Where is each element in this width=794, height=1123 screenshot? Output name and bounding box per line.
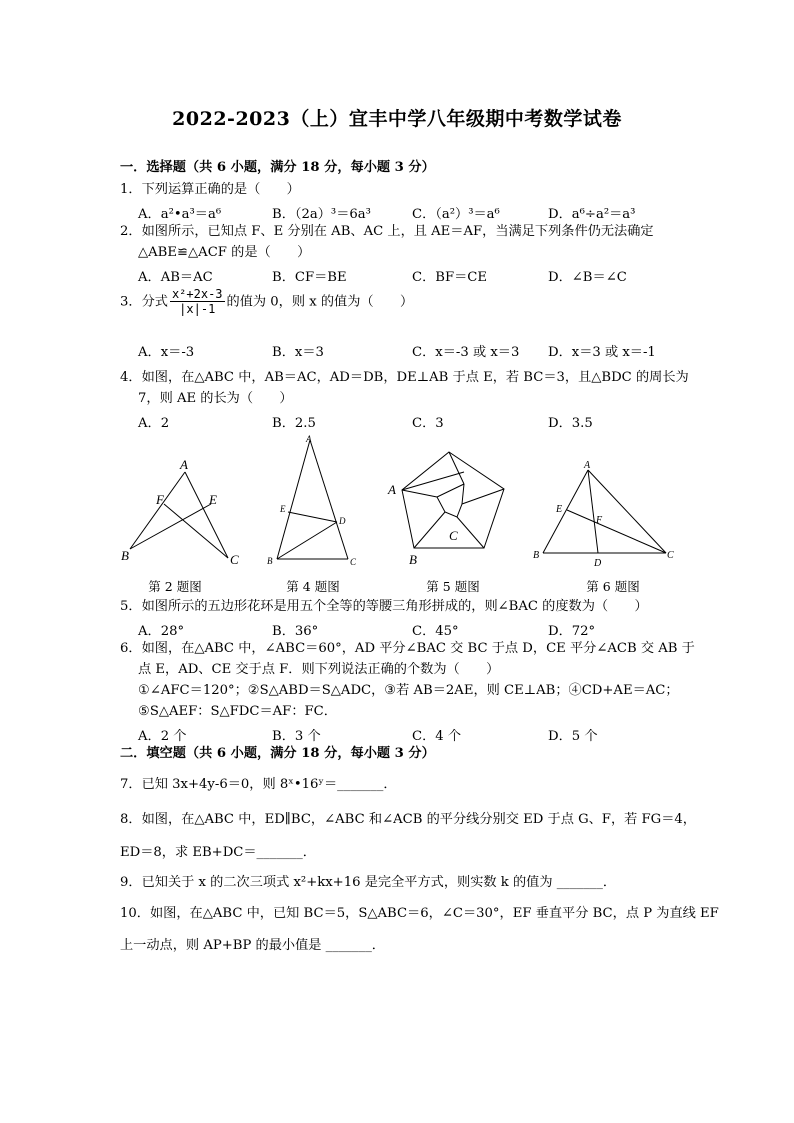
fig5-caption: 第 5 题图 [426,579,480,594]
q9-stem: 9．已知关于 x 的二次三项式 x²+kx+16 是完全平方式，则实数 k 的值为 _______． [120,875,617,890]
fig6-label-b: B [533,550,540,561]
q5-option-a: A．28° [138,624,185,639]
exam-title: 2022-2023（上）宜丰中学八年级期中考数学试卷 [172,108,622,130]
fig4-label-e: E [280,504,286,514]
fig2-label-c: C [230,552,239,567]
figure-4 [260,432,370,572]
fig5-label-b: B [409,552,417,567]
q4-option-b: B．2.5 [272,416,316,431]
fig2-label-a: A [180,457,188,472]
q6-line2: 点 E，AD、CE 交于点 F．则下列说法正确的个数为（ ） [138,662,500,677]
q2-option-c: C．BF＝CE [412,270,488,285]
q3-denominator: |x|-1 [179,302,216,317]
fig4-label-b: B [267,556,273,566]
fig2-label-f: F [156,492,164,507]
q1-option-a: A．a²•a³＝a⁶ [138,207,222,222]
q3-option-b: B．x＝3 [272,345,324,360]
fig4-label-a: A [306,434,312,444]
q3-option-d: D．x＝3 或 x＝-1 [548,345,656,360]
fig5-label-a: A [388,482,396,497]
fig6-label-f: F [596,515,603,526]
q2-line2: △ABE≌△ACF 的是（ ） [138,245,311,260]
fig4-label-c: C [350,557,357,567]
fig6-label-e: E [556,504,563,515]
fig2-caption: 第 2 题图 [148,579,202,594]
q7-stem: 7．已知 3x+4y-6＝0，则 8ˣ•16ʸ＝_______． [120,777,397,792]
q8-line1: 8．如图，在△ABC 中，ED∥BC，∠ABC 和∠ACB 的平分线分别交 ED 于点 G、F，若 FG＝4， [120,812,696,827]
q6-line4: ⑤S△AEF：S△FDC＝AF：FC． [138,704,337,719]
q6-option-d: D．5 个 [548,729,598,744]
q5-option-c: C．45° [412,624,459,639]
fig6-label-a: A [584,460,591,471]
fig2-label-b: B [121,548,129,563]
q1-option-d: D．a⁶÷a²＝a³ [548,207,636,222]
section-choice-heading: 一．选择题（共 6 小题，满分 18 分，每小题 3 分） [120,160,435,175]
q10-line1: 10．如图，在△ABC 中，已知 BC＝5，S△ABC＝6，∠C＝30°，EF 垂直平分 BC，点 P 为直线 EF [120,906,719,921]
q3-stem [120,287,413,317]
q6-option-b: B．3 个 [272,729,321,744]
fig6-label-d: D [594,558,602,569]
figure-6 [530,432,680,572]
q4-option-a: A．2 [138,416,170,431]
q8-line2: ED＝8，求 EB+DC＝_______． [120,845,316,860]
q4-line2: 7，则 AE 的长为（ ） [138,391,293,406]
figure-5 [385,432,525,572]
q1-option-b: B．（2a）³＝6a³ [272,207,371,222]
fig4-caption: 第 4 题图 [286,579,340,594]
section-fill-heading: 二．填空题（共 6 小题，满分 18 分，每小题 3 分） [120,746,435,761]
fig5-label-c: C [449,528,458,543]
q3-fraction [170,287,225,317]
fig6-label-c: C [667,550,674,561]
q3-option-c: C．x＝-3 或 x＝3 [412,345,520,360]
q5-option-d: D．72° [548,624,596,639]
q4-option-c: C．3 [412,416,444,431]
q2-option-b: B．CF＝BE [272,270,347,285]
q1-stem: 1．下列运算正确的是（ ） [120,182,300,197]
q10-line2: 上一动点，则 AP+BP 的最小值是 _______． [120,938,385,953]
q5-stem: 5．如图所示的五边形花环是用五个全等的等腰三角形拼成的，则∠BAC 的度数为（ ） [120,599,648,614]
q3-numerator: x²+2x-3 [171,287,223,301]
q3-option-a: A．x＝-3 [138,345,195,360]
fig6-caption: 第 6 题图 [586,579,640,594]
q4-option-d: D．3.5 [548,416,593,431]
q5-option-b: B．36° [272,624,319,639]
q6-option-c: C．4 个 [412,729,462,744]
figure-2 [118,432,248,572]
q6-line3: ①∠AFC＝120°；②S△ABD＝S△ADC，③若 AB＝2AE，则 CE⊥AB；④CD+AE＝AC； [138,683,679,698]
q3-suffix: 的值为 0，则 x 的值为（ ） [226,294,414,310]
fig4-label-d: D [339,516,346,526]
fig2-label-e: E [209,492,217,507]
q6-line1: 6．如图，在△ABC 中，∠ABC＝60°，AD 平分∠BAC 交 BC 于点 D，CE 平分∠ACB 交 AB 于 [120,641,695,656]
figures-row [110,432,690,597]
q2-line1: 2．如图所示，已知点 F、E 分别在 AB、AC 上，且 AE＝AF，当满足下列条件仍无法确定 [120,224,654,239]
q2-option-a: A．AB＝AC [138,270,213,285]
q2-option-d: D．∠B＝∠C [548,270,627,285]
q4-line1: 4．如图，在△ABC 中，AB＝AC，AD＝DB，DE⊥AB 于点 E，若 BC＝3，且△BDC 的周长为 [120,370,689,385]
q3-prefix: 3．分式 [120,294,168,310]
q1-option-c: C．（a²）³＝a⁶ [412,207,500,222]
q6-option-a: A．2 个 [138,729,187,744]
